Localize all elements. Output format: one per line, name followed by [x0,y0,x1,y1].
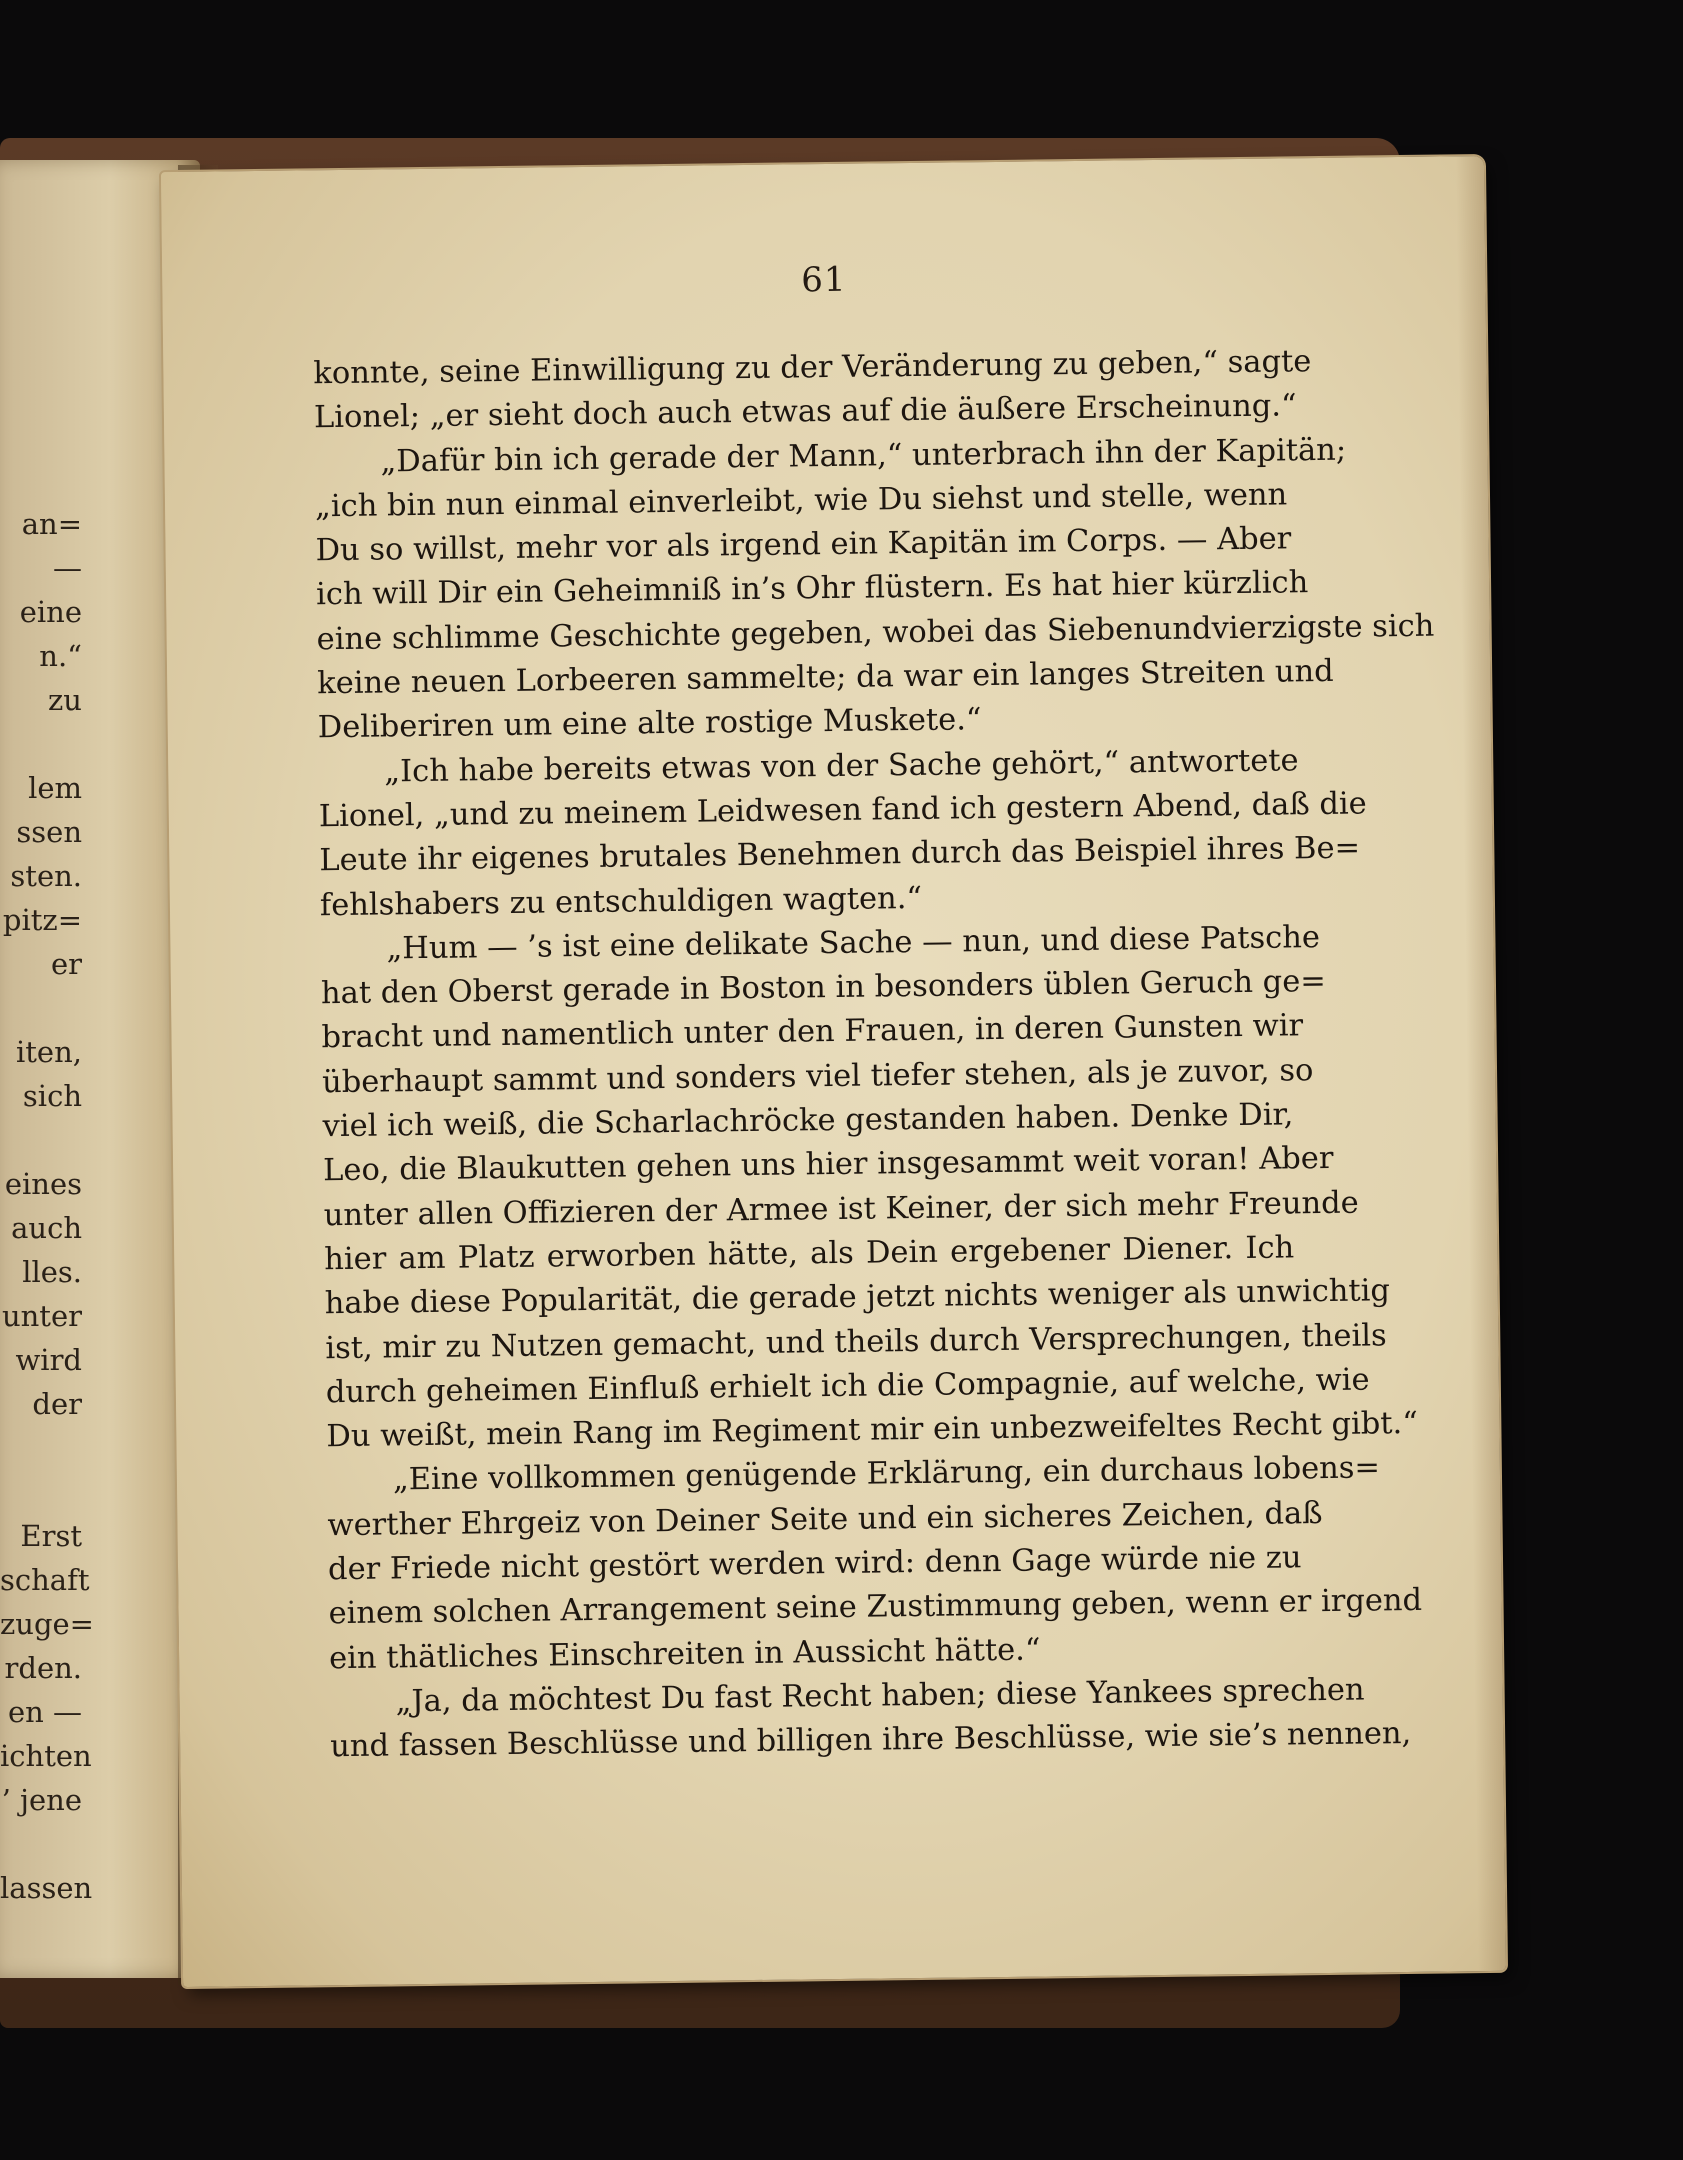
left-page-line: Erst [20,1519,82,1553]
left-page-line: iten, [16,1035,82,1069]
left-page-line: zuge= [0,1607,94,1641]
text-line: bracht und namentlich unter den Frauen, in deren Gunsten wir [321,1008,1304,1056]
right-page [161,156,1506,1987]
text-line: hier am Platz erworben hätte, als Dein ergebener Diener. Ich [324,1230,1295,1278]
left-page-line: zu [48,683,82,717]
text-line: ist, mir zu Nutzen gemacht, und theils durch Versprechungen, theils [325,1317,1387,1366]
left-page-line: der [32,1387,82,1421]
left-page-line: eine [19,595,82,629]
page-edge [1456,156,1506,1971]
text-line: unter allen Offizieren der Armee ist Keiner, der sich mehr Freunde [323,1185,1359,1233]
left-page-line: en — [7,1695,82,1729]
left-page-line: pitz= [2,903,82,937]
text-line: der Friede nicht gestört werden wird: denn Gage würde nie zu [327,1540,1302,1588]
text-line: Lionel; „er sieht doch auch etwas auf die äußere Erscheinung.“ [313,388,1297,436]
left-page-line [0,1118,84,1162]
left-page-line: wird [15,1343,82,1377]
left-page-line [0,1822,84,1866]
left-page-line: eines [4,1167,82,1201]
left-page-line: ichten [0,1739,92,1773]
left-page-line: ssen [16,815,82,849]
left-page-line [0,986,84,1030]
left-page-line: — [53,551,82,585]
text-line: werther Ehrgeiz von Deiner Seite und ein sicheres Zeichen, daß [327,1495,1323,1543]
left-page-line: auch [11,1211,82,1245]
text-line: „Ich habe bereits etwas von der Sache gehört,“ antwortete [384,742,1299,790]
left-page-line: an= [21,507,82,541]
text-line: Du weißt, mein Rang im Regiment mir ein unbezweifeltes Recht gibt.“ [326,1406,1419,1455]
body-text [313,340,1435,1769]
text-line: Du so willst, mehr vor als irgend ein Kapitän im Corps. — Aber [315,521,1292,569]
left-page-line [0,722,84,766]
left-page-line: unter [1,1299,82,1333]
text-line: habe diese Popularität, die gerade jetzt nichts weniger als unwichtig [324,1273,1391,1322]
left-page-line: lem [28,771,82,805]
left-page-line [0,1426,84,1470]
left-page-line: sich [22,1079,82,1113]
text-line: „ich bin nun einmal einverleibt, wie Du siehst und stelle, wenn [314,477,1288,525]
text-line: hat den Oberst gerade in Boston in besonders üblen Geruch ge= [320,964,1327,1012]
left-page-line: er [50,947,82,981]
page-number: 61 [800,259,847,301]
text-line: ein thätliches Einschreiten in Aussicht hätte.“ [328,1632,1041,1676]
text-line: fehlshabers zu entschuldigen wagten.“ [319,880,923,923]
text-line: durch geheimen Einfluß erhielt ich die Compagnie, auf welche, wie [325,1362,1370,1411]
left-page-text [0,502,94,1910]
text-line: keine neuen Lorbeeren sammelte; da war ein langes Streiten und [317,653,1334,702]
left-page-line: sten. [10,859,82,893]
text-line: „Dafür bin ich gerade der Mann,“ unterbrach ihn der Kapitän; [380,432,1347,480]
left-page-line: lles. [22,1255,82,1289]
left-page-line: schaft [0,1563,90,1597]
text-line: überhaupt sammt und sonders viel tiefer stehen, als je zuvor, so [321,1052,1314,1100]
text-line: viel ich weiß, die Scharlachröcke gestanden haben. Denke Dir, [322,1097,1294,1145]
text-line: und fassen Beschlüsse und billigen ihre Beschlüsse, wie sie’s nennen, [330,1716,1412,1765]
left-page-line: rden. [4,1651,82,1685]
text-line: „Hum — ’s ist eine delikate Sache — nun, und diese Patsche [386,919,1321,967]
text-line: Leo, die Blaukutten gehen uns hier insgesammt weit voran! Aber [322,1141,1334,1189]
text-line: eine schlimme Geschichte gegeben, wobei das Siebenundvierzigste sich [316,608,1435,658]
text-line: Deliberiren um eine alte rostige Muskete.“ [317,702,982,746]
text-line: einem solchen Arrangement seine Zustimmung geben, wenn er irgend [328,1583,1423,1632]
left-page-line: lassen [0,1871,93,1905]
left-page-line [0,1470,84,1514]
text-line: ich will Dir ein Geheimniß in’s Ohr flüstern. Es hat hier kürzlich [315,565,1309,613]
left-page-line: n.“ [39,639,82,673]
left-page-line: ’ jene [1,1783,82,1817]
text-line: Leute ihr eigenes brutales Benehmen durch das Beispiel ihres Be= [319,830,1361,879]
text-line: konnte, seine Einwilligung zu der Veränderung zu geben,“ sagte [313,344,1312,392]
text-line: „Eine vollkommen genügende Erklärung, ein durchaus lobens= [392,1450,1381,1498]
text-line: Lionel, „und zu meinem Leidwesen fand ich gestern Abend, daß die [318,786,1367,835]
text-line: „Ja, da möchtest Du fast Recht haben; diese Yankees sprechen [395,1672,1365,1720]
